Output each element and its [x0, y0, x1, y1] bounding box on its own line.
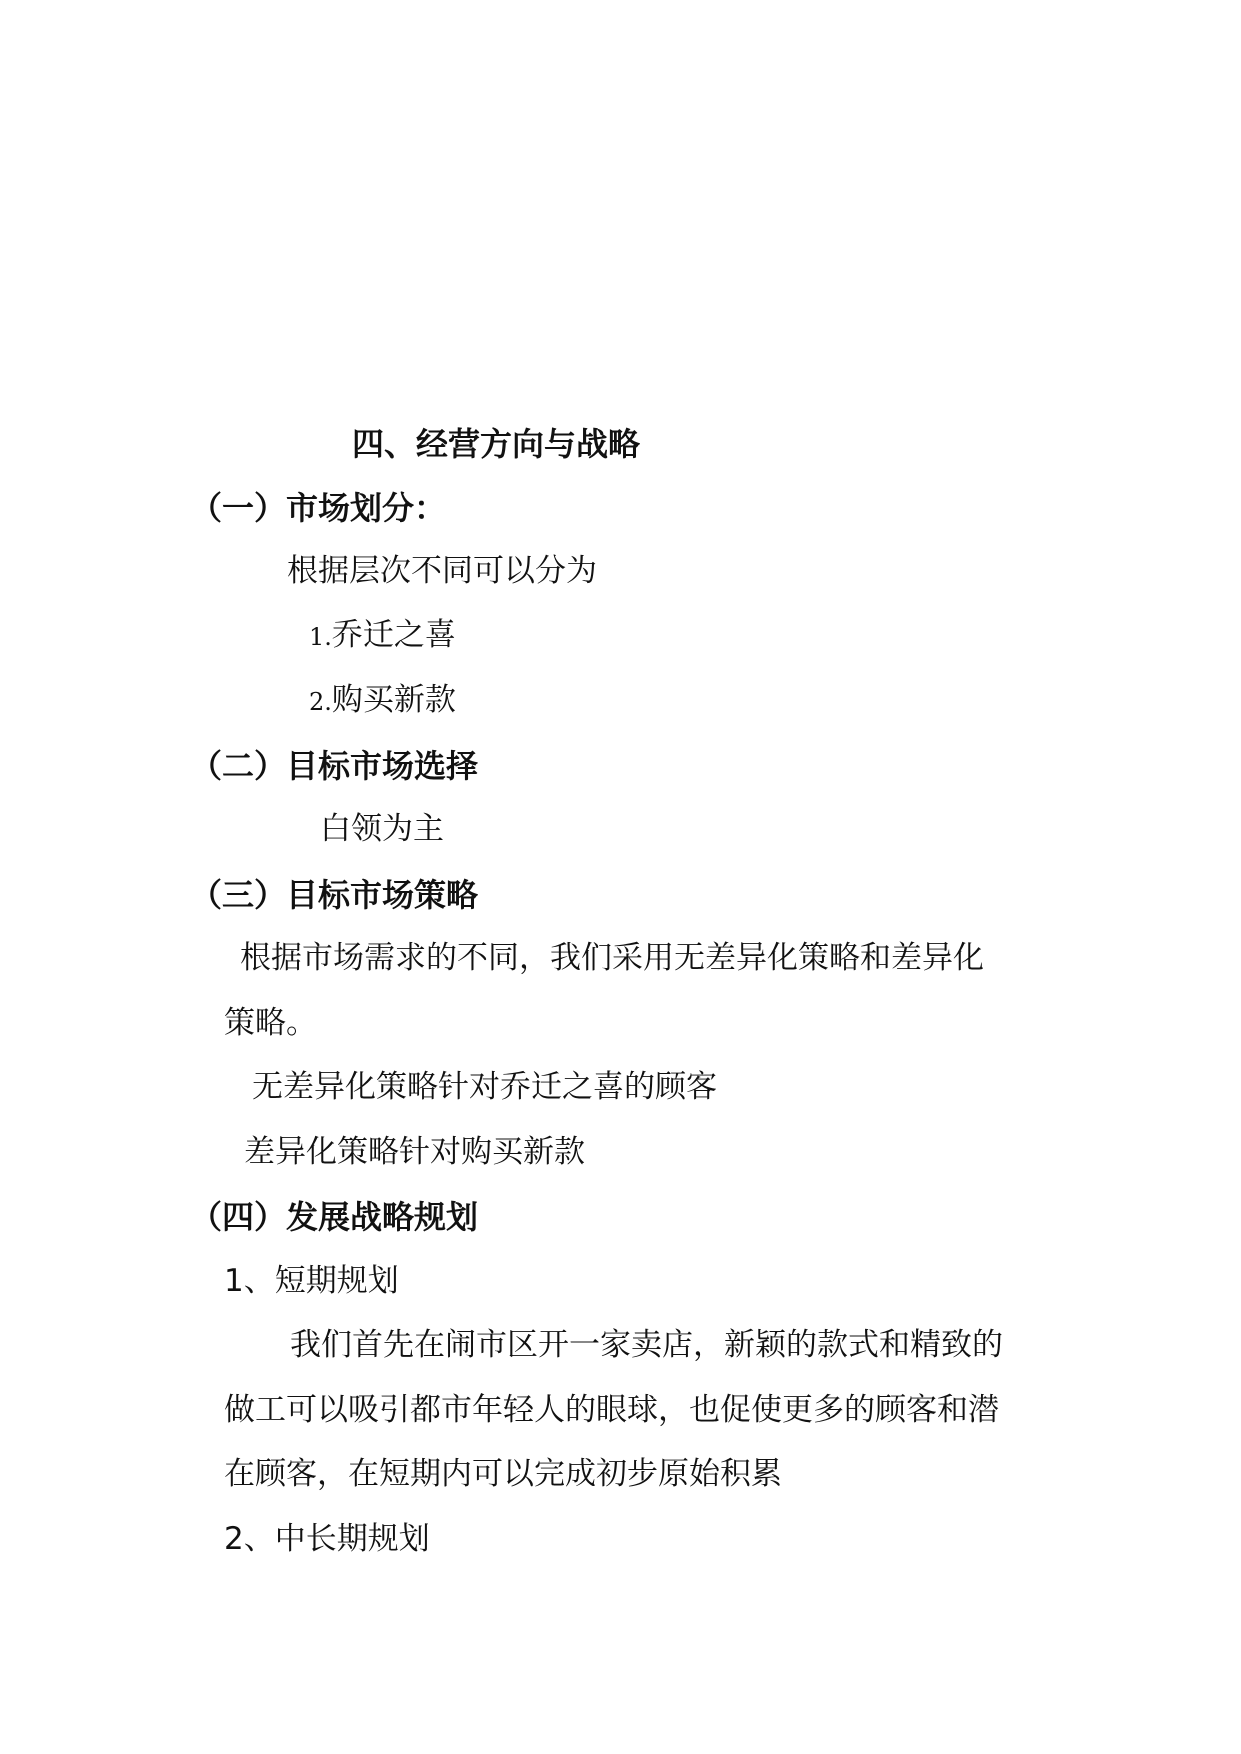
list-item-text: 乔迁之喜: [331, 617, 456, 653]
heading-market-segmentation: （一）市场划分：: [190, 489, 447, 527]
paragraph-short-term-line: 我们首先在闹市区开一家卖店，新颖的款式和精致的: [290, 1327, 1003, 1363]
paragraph-short-term-line: 做工可以吸引都市年轻人的眼球，也促使更多的顾客和潜: [224, 1392, 999, 1428]
paragraph-target-market: 白领为主: [320, 811, 444, 847]
paragraph-strategy-line: 根据市场需求的不同，我们采用无差异化策略和差异化: [240, 940, 984, 976]
heading-target-market-selection: （二）目标市场选择: [190, 747, 479, 785]
section-title: 四、经营方向与战略: [352, 425, 641, 463]
heading-development-strategy: （四）发展战略规划: [190, 1198, 479, 1236]
paragraph-short-term-line: 在顾客，在短期内可以完成初步原始积累: [224, 1456, 782, 1492]
paragraph-differentiated: 差异化策略针对购买新款: [244, 1134, 585, 1170]
subheading-mid-long-term: 2、中长期规划: [224, 1521, 430, 1557]
list-item-number: 2.: [309, 688, 332, 716]
list-item: [309, 617, 456, 653]
paragraph-undifferentiated: 无差异化策略针对乔迁之喜的顾客: [252, 1069, 717, 1105]
list-item: [309, 682, 456, 718]
subheading-short-term: 1、短期规划: [224, 1263, 399, 1299]
paragraph-segmentation-intro: 根据层次不同可以分为: [287, 553, 597, 589]
list-item-number: 1.: [309, 623, 332, 651]
list-item-text: 购买新款: [331, 682, 456, 718]
heading-target-market-strategy: （三）目标市场策略: [190, 876, 479, 914]
paragraph-strategy-line: 策略。: [224, 1005, 317, 1041]
